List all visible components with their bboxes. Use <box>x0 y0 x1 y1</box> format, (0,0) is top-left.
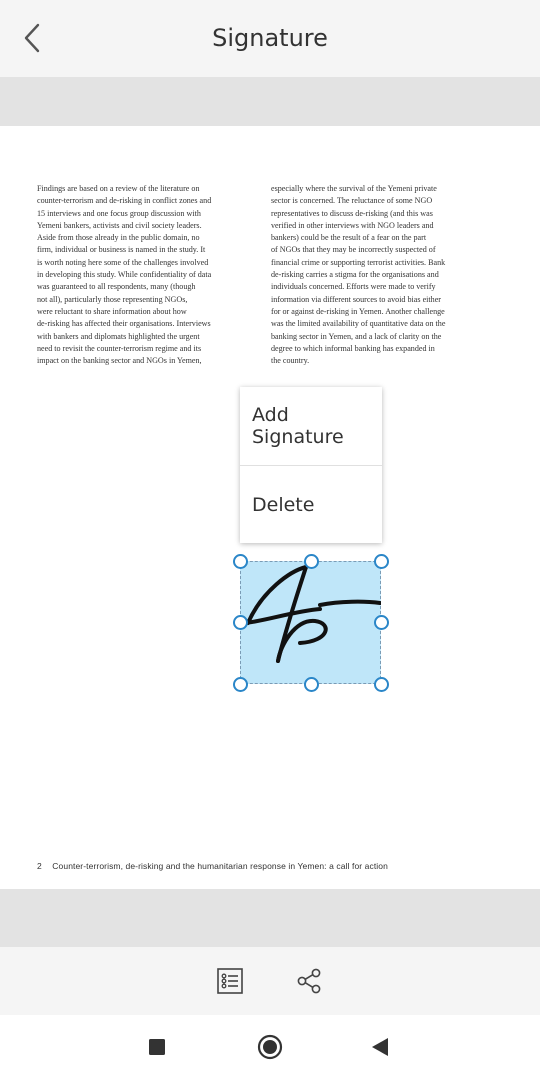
text-line: was the limited availability of quantitative data on the <box>271 319 446 329</box>
text-line: Yemeni bankers, activists and civil society leaders. <box>37 220 202 230</box>
resize-handle-bottom-left[interactable] <box>233 677 248 692</box>
app-bar <box>0 0 540 77</box>
text-line: information via different sources to avoid bias either <box>271 294 441 304</box>
text-line: is worth noting here some of the challenges involved <box>37 257 209 267</box>
page-number: 2 <box>37 861 42 871</box>
bottom-toolbar <box>0 947 540 1015</box>
resize-handle-bottom-right[interactable] <box>374 677 389 692</box>
back-nav-button[interactable] <box>364 1031 396 1063</box>
text-line: degree to which informal banking has expanded in <box>271 343 435 353</box>
signature-selection-box[interactable] <box>240 561 381 684</box>
text-line: Findings are based on a review of the literature on <box>37 184 200 193</box>
text-line: in developing this study. While confidentiality of data <box>37 270 212 280</box>
recents-button[interactable] <box>141 1031 173 1063</box>
resize-handle-middle-right[interactable] <box>374 615 389 630</box>
text-line: bankers) could be the result of a fear on the part <box>271 233 427 243</box>
share-button[interactable] <box>292 964 326 998</box>
text-line: of NGOs that they may be incorrectly suspected of <box>271 245 436 255</box>
add-signature-menu-item[interactable]: Add Signature <box>252 404 344 448</box>
resize-handle-top-left[interactable] <box>233 554 248 569</box>
outline-list-icon <box>216 967 244 995</box>
text-line: need to revisit the counter-terrorism regime and its <box>37 343 202 353</box>
text-line: sector is concerned. The reluctance of some NGO <box>271 196 433 206</box>
text-line: for or against de-risking in Yemen. Another challenge <box>271 306 445 316</box>
text-column-right <box>271 183 491 367</box>
running-title: Counter-terrorism, de-risking and the humanitarian response in Yemen: a call for action <box>52 861 388 871</box>
text-line: financial crime or supporting terrorist activities. Bank <box>271 257 446 267</box>
text-line: firm, individual or business is named in the study. It <box>37 245 206 255</box>
signature-context-menu <box>240 387 382 543</box>
back-triangle-icon <box>370 1037 390 1057</box>
signature-drawing <box>240 561 381 684</box>
page-footer <box>37 861 388 871</box>
text-line: was guaranteed to all respondents, many (though <box>37 282 196 292</box>
text-line: de-risking has affected their organisations. Interviews <box>37 319 211 329</box>
text-line: were reluctant to share information about how <box>37 306 187 316</box>
outline-button[interactable] <box>213 964 247 998</box>
system-navigation-bar <box>0 1015 540 1080</box>
text-line: Aside from those already in the public domain, no <box>37 233 200 243</box>
text-line: not all), particularly those representing NGOs, <box>37 294 188 304</box>
home-circle-icon <box>257 1034 283 1060</box>
resize-handle-top-right[interactable] <box>374 554 389 569</box>
text-line: individuals concerned. Efforts were made to verify <box>271 282 436 292</box>
resize-handle-top-center[interactable] <box>304 554 319 569</box>
delete-menu-item[interactable]: Delete <box>252 494 315 516</box>
page-title: Signature <box>212 24 328 52</box>
text-line: counter-terrorism and de-risking in conflict zones and <box>37 196 212 206</box>
home-button[interactable] <box>254 1031 286 1063</box>
text-line: impact on the banking sector and NGOs in Yemen, <box>37 356 202 366</box>
text-line: the country. <box>271 356 310 366</box>
text-line: verified in other interviews with NGO leaders and <box>271 220 434 230</box>
text-line: de-risking carries a stigma for the organisations and <box>271 270 439 280</box>
text-line: especially where the survival of the Yemeni private <box>271 184 437 193</box>
text-line: 15 interviews and one focus group discussion with <box>37 208 201 218</box>
share-icon <box>295 967 323 995</box>
recents-square-icon <box>148 1038 166 1056</box>
text-line: with bankers and diplomats highlighted the urgent <box>37 331 200 341</box>
viewer-top-margin <box>0 77 540 126</box>
viewer-bottom-margin <box>0 889 540 947</box>
text-line: representatives to discuss de-risking (and this was <box>271 208 433 218</box>
text-column-left <box>37 183 257 367</box>
resize-handle-bottom-center[interactable] <box>304 677 319 692</box>
resize-handle-middle-left[interactable] <box>233 615 248 630</box>
text-line: banking sector in Yemen, and a lack of clarity on the <box>271 331 442 341</box>
